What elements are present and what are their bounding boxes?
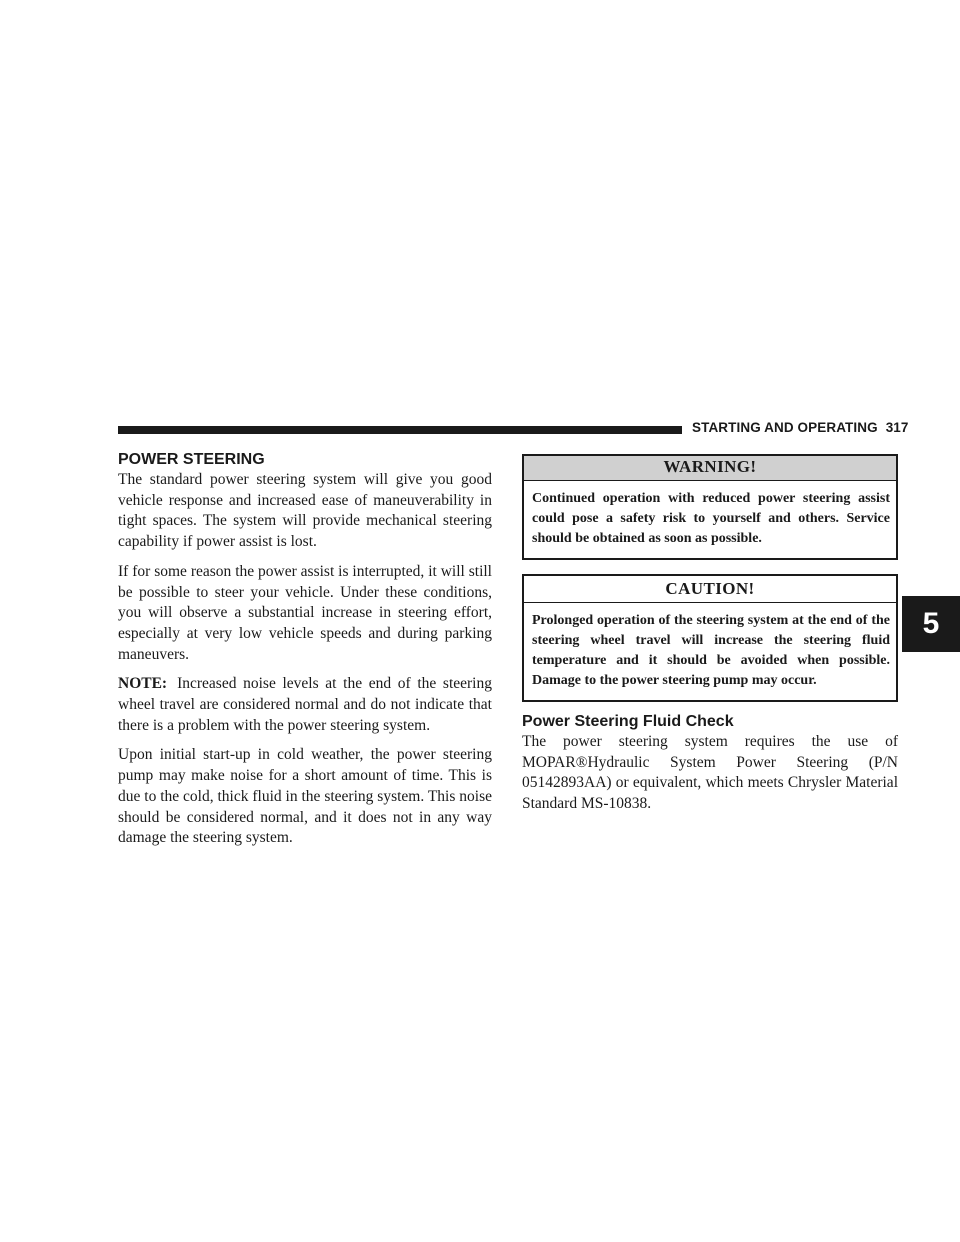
section-title: STARTING AND OPERATING: [692, 420, 878, 435]
right-column: [522, 454, 898, 824]
caution-box: [522, 574, 898, 702]
header-rule: [118, 426, 682, 434]
section-heading: POWER STEERING: [118, 451, 265, 468]
note-text: Increased noise levels at the end of the steering wheel travel are considered normal and do not indicate that there is a problem with the power steering system.: [118, 675, 492, 734]
paragraph: The standard power steering system will give you good vehicle response and increased ease of maneuverability in tight spaces. The system will provide mechanical steering capability if power assist is lost.: [118, 471, 492, 551]
running-header: [692, 420, 909, 435]
warning-box: [522, 454, 898, 560]
caution-text: Prolonged operation of the steering system at the end of the steering wheel travel will increase the steering fluid temperature and it should be avoided when possible. Damage to the power steering pump may occur.: [532, 613, 890, 688]
warning-title: WARNING!: [524, 456, 896, 481]
page-number: 317: [885, 420, 909, 435]
paragraph: If for some reason the power assist is interrupted, it will still be possible to steer your vehicle. Under these conditions, you will observe a substantial increase in steering effort, especially at very low vehicle speeds and during parking maneuvers.: [118, 562, 492, 663]
note-label: NOTE:: [118, 675, 168, 693]
caution-title: CAUTION!: [524, 576, 896, 603]
fluid-check-section: [522, 712, 898, 815]
warning-text: Continued operation with reduced power steering assist could pose a safety risk to yourself and others. Service should be obtained as soon as possible.: [532, 491, 890, 546]
note-paragraph: [118, 674, 492, 736]
paragraph: The power steering system requires the use of MOPAR®Hydraulic System Power Steering (P/N 05142893AA) or equivalent, which meets Chrysler Material Standard MS-10838.: [522, 733, 898, 813]
subsection-heading: Power Steering Fluid Check: [522, 713, 734, 730]
paragraph: Upon initial start-up in cold weather, the power steering pump may make noise for a short amount of time. This is due to the cold, thick fluid in the steering system. This noise should be considered normal, and it does not in any way damage the steering system.: [118, 746, 492, 847]
chapter-tab[interactable]: 5: [902, 596, 960, 652]
left-column: [118, 450, 492, 858]
